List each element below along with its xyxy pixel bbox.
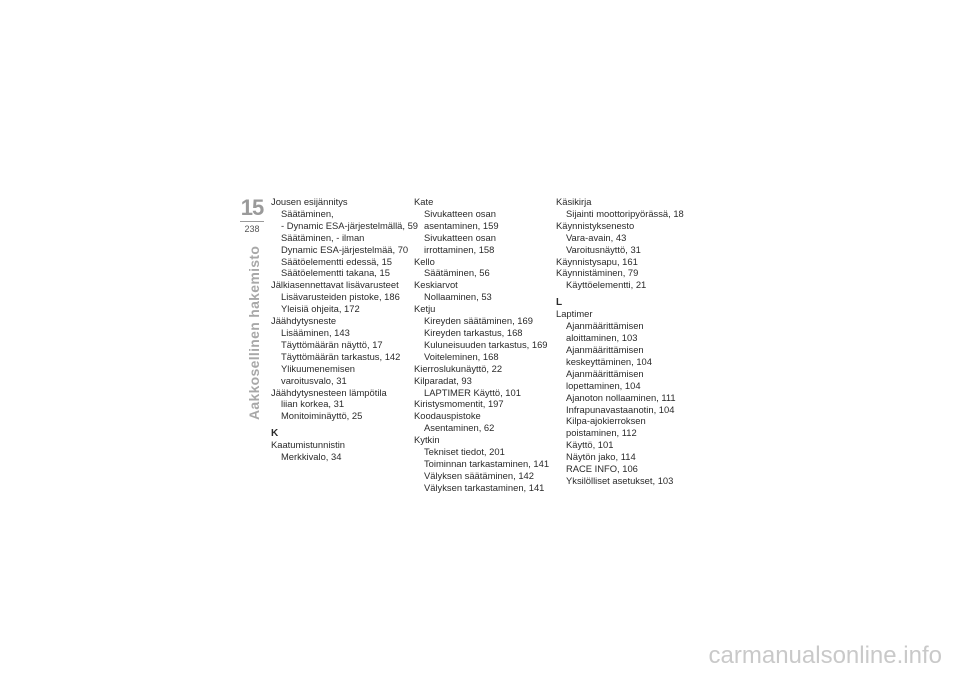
index-term: Kierroslukunäyttö, 22 (414, 362, 503, 374)
chapter-number: 15 (240, 195, 264, 220)
index-column-3 (556, 196, 701, 487)
index-subentry: Dynamic ESA-järjestelmää, 70 (281, 243, 409, 255)
index-subentry: Merkkivalo, 34 (281, 451, 342, 463)
index-term: Käynnistysapu, 161 (556, 255, 638, 267)
index-subentry: Kireyden säätäminen, 169 (424, 315, 533, 327)
chapter-tab (240, 196, 264, 235)
index-subentry: Käyttöelementti, 21 (566, 279, 647, 291)
index-subentry: Kilpa-ajokierroksen (566, 415, 646, 427)
index-subentry: lopettaminen, 104 (566, 379, 641, 391)
index-subentry: Varoitusnäyttö, 31 (566, 243, 641, 255)
index-subentry: Sivukatteen osan (424, 231, 496, 243)
index-subentry: Monitoiminäyttö, 25 (281, 410, 363, 422)
chapter-divider (240, 221, 264, 222)
index-subentry: LAPTIMER Käyttö, 101 (424, 386, 521, 398)
index-subentry: Voiteleminen, 168 (424, 350, 499, 362)
index-term: Kaatumistunnistin (271, 439, 345, 451)
index-subentry: Yleisiä ohjeita, 172 (281, 303, 360, 315)
index-subentry: Säätäminen, - ilman (281, 231, 365, 243)
index-term: Käynnistäminen, 79 (556, 267, 639, 279)
index-column-2 (414, 196, 559, 494)
index-subentry: Ajanmäärittämisen (566, 320, 644, 332)
index-letter-heading: L (556, 297, 563, 309)
index-term: Jäähdytysnesteen lämpötila (271, 386, 387, 398)
index-subentry: Kuluneisuuden tarkastus, 169 (424, 338, 548, 350)
index-subentry: - Dynamic ESA-järjestelmällä, 59 (281, 219, 419, 231)
index-subentry: Sivukatteen osan (424, 207, 496, 219)
index-column-1 (271, 196, 419, 463)
index-subentry: Käyttö, 101 (566, 439, 614, 451)
section-title-vertical: Aakkosellinen hakemisto (246, 245, 262, 420)
index-term: Käsikirja (556, 196, 592, 207)
index-subentry: Täyttömäärän tarkastus, 142 (281, 350, 401, 362)
index-subentry: keskeyttäminen, 104 (566, 355, 652, 367)
index-subentry: Yksilölliset asetukset, 103 (566, 474, 674, 486)
index-subentry: liian korkea, 31 (281, 398, 345, 410)
index-term: Keskiarvot (414, 279, 458, 291)
index-subentry: Toiminnan tarkastaminen, 141 (424, 457, 550, 469)
index-subentry: Näytön jako, 114 (566, 451, 636, 463)
index-subentry: aloittaminen, 103 (566, 332, 638, 344)
index-subentry: RACE INFO, 106 (566, 463, 638, 475)
index-term: Käynnistyksenesto (556, 219, 635, 231)
index-subentry: Lisääminen, 143 (281, 326, 350, 338)
index-term: Jäähdytysneste (271, 315, 337, 327)
index-subentry: Sijainti moottoripyörässä, 18 (566, 207, 684, 219)
index-term: Ketju (414, 303, 436, 315)
index-subentry: asentaminen, 159 (424, 219, 499, 231)
index-term: Laptimer (556, 308, 593, 320)
index-term: Jousen esijännitys (271, 196, 348, 207)
index-subentry: Säätöelementti takana, 15 (281, 267, 390, 279)
index-subentry: Lisävarusteiden pistoke, 186 (281, 291, 400, 303)
index-subentry: Asentaminen, 62 (424, 422, 495, 434)
watermark: carmanualsonline.info (708, 642, 942, 669)
index-subentry: Välyksen säätäminen, 142 (424, 469, 534, 481)
index-subentry: Infrapunavastaanotin, 104 (566, 403, 675, 415)
page-number: 238 (244, 224, 260, 234)
index-subentry: Säätäminen, 56 (424, 267, 490, 279)
index-term: Kiristysmomentit, 197 (414, 398, 504, 410)
index-subentry: irrottaminen, 158 (424, 243, 495, 255)
index-letter-heading: K (271, 428, 279, 440)
index-subentry: Ajanoton nollaaminen, 111 (566, 391, 676, 403)
index-term: Koodauspistoke (414, 410, 481, 422)
index-subentry: Ajanmäärittämisen (566, 367, 644, 379)
index-subentry: poistaminen, 112 (566, 427, 637, 439)
index-term: Kytkin (414, 434, 440, 446)
index-subentry: Tekniset tiedot, 201 (424, 446, 505, 458)
index-subentry: Säätäminen, (281, 207, 334, 219)
index-subentry: Ajanmäärittämisen (566, 343, 644, 355)
index-subentry: Ylikuumenemisen (281, 362, 355, 374)
index-term: Kello (414, 255, 435, 267)
index-subentry: Kireyden tarkastus, 168 (424, 326, 523, 338)
index-term: Kilparadat, 93 (414, 374, 472, 386)
index-term: Jälkiasennettavat lisävarusteet (271, 279, 399, 291)
index-subentry: Välyksen tarkastaminen, 141 (424, 481, 545, 493)
index-subentry: Täyttömäärän näyttö, 17 (281, 338, 383, 350)
index-subentry: Vara-avain, 43 (566, 231, 627, 243)
index-term: Kate (414, 196, 434, 207)
index-subentry: varoitusvalo, 31 (281, 374, 347, 386)
index-subentry: Nollaaminen, 53 (424, 291, 492, 303)
index-subentry: Säätöelementti edessä, 15 (281, 255, 393, 267)
